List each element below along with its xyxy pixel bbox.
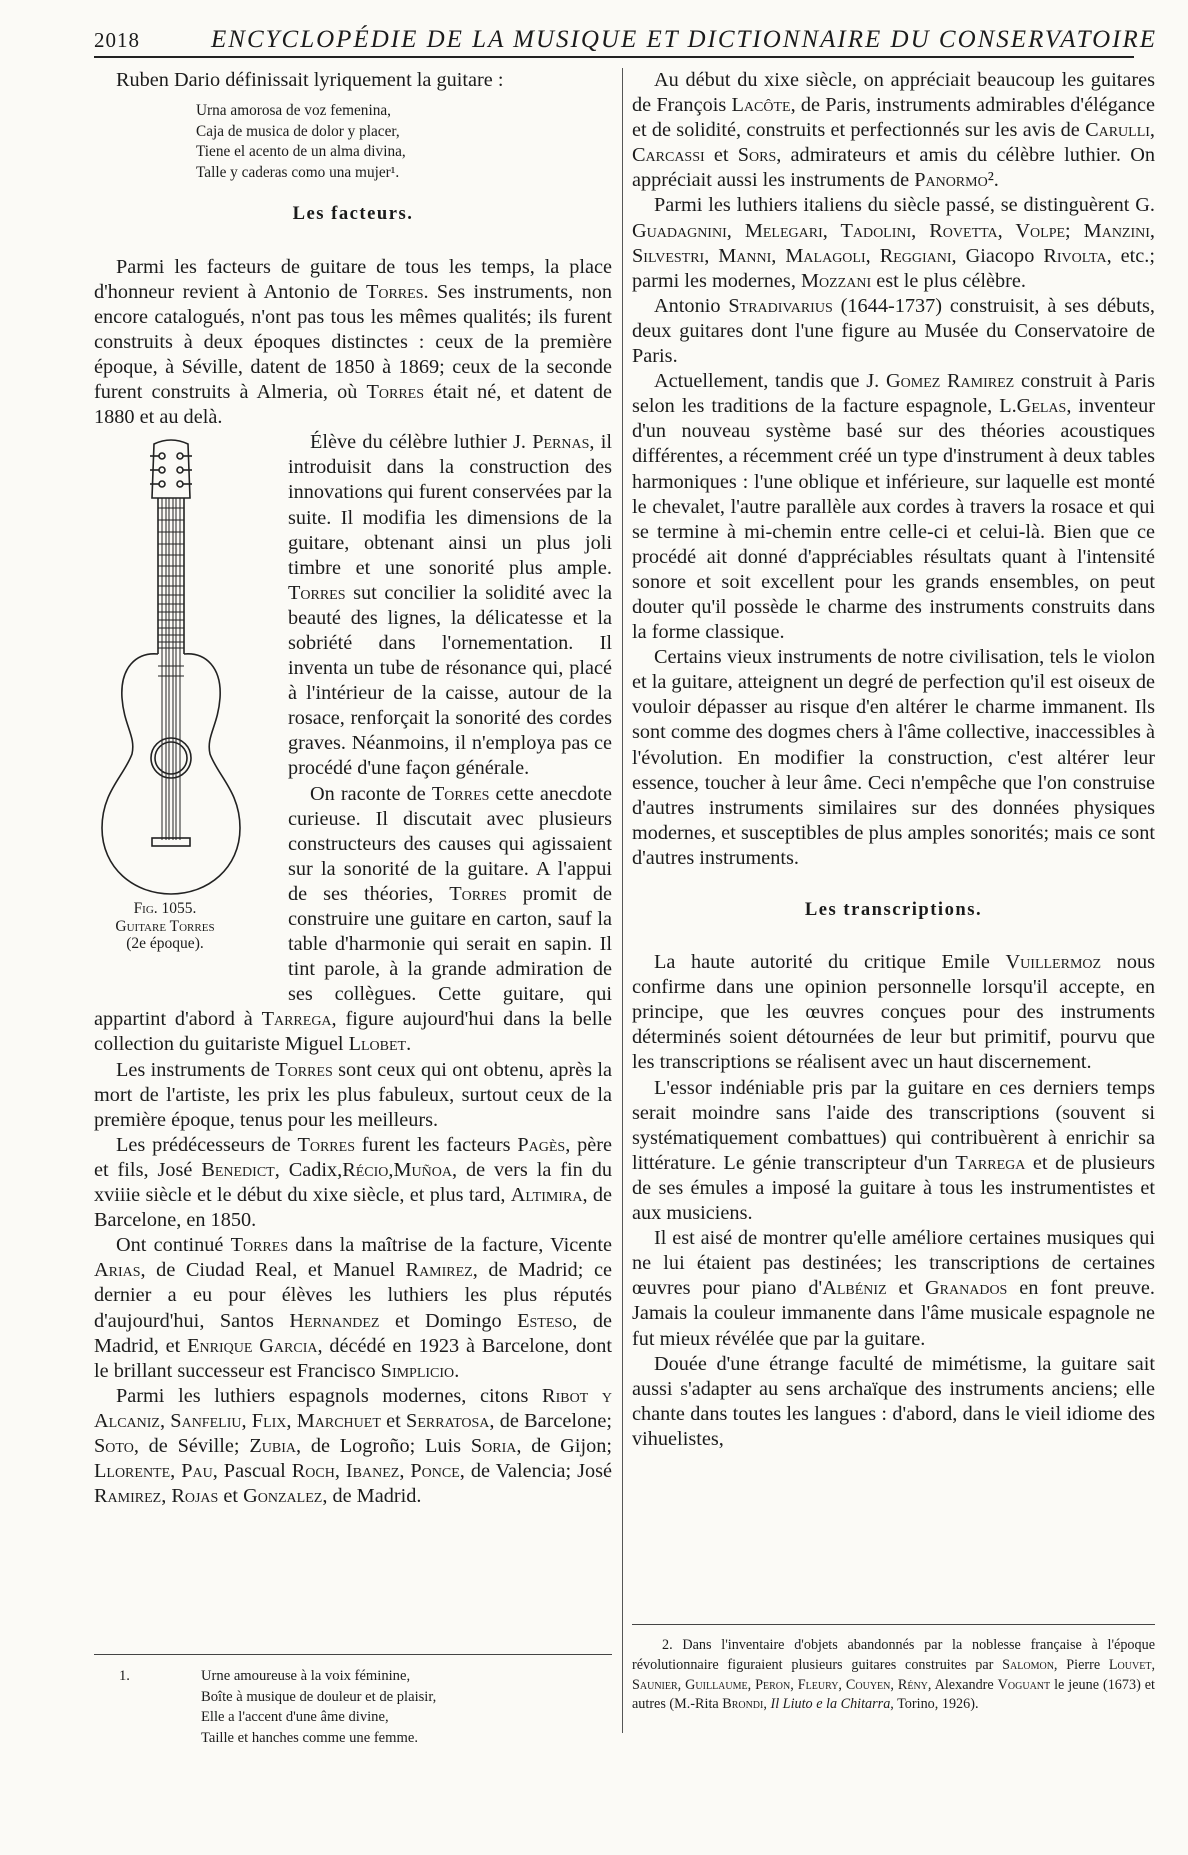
guitar-figure: [90, 432, 278, 1007]
figure-epoch: (2e époque).: [126, 935, 204, 953]
paragraph: Au début du xixe siècle, on appréciait beaucoup les guitares de François Lacôte, de Paris, instruments admirables d'élégance et de solidité, construits et perfectionnés sur les avis de Carulli, Carcassi et Sors, admirateurs et amis du célèbre luthier. On appréciait aussi les instruments de Panormo².: [632, 69, 1155, 192]
paragraph: Les prédécesseurs de Torres furent les facteurs Pagès, père et fils, José Benedict, Cadix,Récio,Muñoa, de vers la fin du xviiie siècle et le début du xixe siècle, et plus tard, Altimira, de Barcelone, en 1850.: [94, 1133, 612, 1232]
figure-caption: [90, 900, 240, 953]
footnote-number: 1.: [119, 1668, 130, 1684]
left-column: [94, 68, 612, 1509]
footnote-rule: [632, 1624, 1155, 1625]
paragraph: Il est aisé de montrer qu'elle améliore certaines musiques qui ne lui étaient pas destinées; les transcriptions de certaines œuvres pour piano d'Albéniz et Granados en font preuve. Jamais la couleur immanente dans l'âme musicale espagnole ne fut mieux révélée que par la guitare.: [632, 1227, 1156, 1350]
paragraph: Parmi les luthiers espagnols modernes, citons Ribot y Alcaniz, Sanfeliu, Flix, Marchuet et Serratosa, de Barcelone; Soto, de Séville; Zubia, de Logroño; Luis Soria, de Gijon; Llorente, Pau, Pascual Roch, Ibanez, Ponce, de Valencia; José Ramirez, Rojas et Gonzalez, de Madrid.: [94, 1384, 613, 1508]
footnote-line: Urne amoureuse à la voix féminine,: [201, 1668, 411, 1684]
footnote-2: 2. Dans l'inventaire d'objets abandonnés par la noblesse française à l'époque révolutionnaire figuraient plusieurs guitares construites par Salomon, Pierre Louvet, Saunier, Guillaume, Peron, Fleury, Couyen, Rény, Alexandre Voguant le jeune (1673) et autres (M.-Rita Brondi, Il Liuto e la Chitarra, Torino, 1926).: [632, 1637, 1156, 1713]
figure-number: Fig. 1055.: [133, 900, 197, 918]
guitar-illustration: [96, 436, 246, 898]
footnote-line: Elle a l'accent d'une âme divine,: [201, 1709, 389, 1725]
poem-line: Talle y caderas como una mujer¹.: [196, 163, 400, 181]
footnote-lines: [201, 1666, 612, 1748]
footnote-line: Taille et hanches comme une femme.: [201, 1729, 418, 1746]
running-title: ENCYCLOPÉDIE DE LA MUSIQUE ET DICTIONNAIRE DU CONSERVATOIRE: [211, 26, 1158, 53]
paragraph: Douée d'une étrange faculté de mimétisme, la guitare sait aussi s'adapter au sens archaïque des instruments anciens; elle chante dans toutes les langues : d'abord, dans le vieil idiome des vihuelistes,: [632, 1352, 1155, 1450]
running-header: [94, 22, 1158, 58]
section-heading-transcriptions: Les transcriptions.: [804, 899, 983, 920]
footnote-1: [94, 1666, 612, 1748]
figure-title: Guitare Torres: [115, 917, 215, 935]
section-heading-facteurs: Les facteurs.: [292, 203, 414, 225]
column-divider: [622, 68, 623, 1733]
page-number: 2018: [94, 28, 140, 52]
right-column: [632, 68, 1155, 1452]
poem: [196, 101, 612, 183]
paragraph: Parmi les facteurs de guitare de tous les temps, la place d'honneur revient à Antonio de Torres. Ses instruments, non encore catalogués, n'ont pas tous les mêmes qualités; ils furent construits à deux époques distinctes : ceux de la première époque, à Séville, datent de 1850 à 1869; ceux de la seconde furent construits à Almeria, où Torres était né, et datent de 1880 et au delà.: [94, 255, 612, 429]
paragraph: La haute autorité du critique Emile Vuillermoz nous confirme dans une opinion personnelle lorsqu'il accepte, en principe, que les œuvres conçues pour des instruments déterminés soient détournées de leur but primitif, pourvu que les transcriptions se réalisent avec un haut discernement.: [632, 951, 1155, 1074]
paragraph: Antonio Stradivarius (1644-1737) construisit, à ses débuts, deux guitares dont l'une figure au Musée du Conservatoire de Paris.: [632, 294, 1155, 368]
poem-line: Urna amorosa de voz femenina,: [196, 102, 391, 120]
paragraph: Ont continué Torres dans la maîtrise de la facture, Vicente Arias, de Ciudad Real, et Manuel Ramirez, de Madrid; ce dernier a eu pour élèves les luthiers les plus réputés d'aujourd'hui, Santos Hernandez et Domingo Esteso, de Madrid, et Enrique Garcia, décédé en 1923 à Barcelone, dont le brillant successeur est Francisco Simplicio.: [94, 1234, 613, 1382]
poem-line: Tiene el acento de un alma divina,: [196, 143, 406, 161]
paragraph: On raconte de Torres cette anecdote curieuse. Il discutait avec plusieurs constructeurs des causes qui agissaient sur la sonorité de la guitare. A l'appui de ses théories, Torres promit de construire une guitare en carton, sauf la table d'harmonie qui serait en sapin. Il tint parole, à la grande admiration de ses collègues. Cette guitare, qui appartint d'abord à Tarrega, figure aujourd'hui dans la belle collection du guitariste Miguel Llobet.: [94, 782, 612, 1056]
paragraph: Les instruments de Torres sont ceux qui ont obtenu, après la mort de l'artiste, les prix les plus fabuleux, surtout ceux de la première époque, tenus pour les meilleurs.: [94, 1058, 613, 1131]
paragraph: Actuellement, tandis que J. Gomez Ramirez construit à Paris selon les traditions de la facture espagnole, L.Gelas, inventeur d'un nouveau système basé sur des théories acoustiques différentes, a récemment créé un type d'instrument à deux tables harmoniques : l'une oblique et inférieure, sur laquelle est monté le chevalet, l'autre parallèle aux cordes à travers la rosace et qui se termine à mi-chemin entre celle-ci et celui-là. Bien que ce procédé ait donné d'appréciables résultats quant à l'intensité sonore et soit excellent pour les grands ensembles, on peut douter qu'il possède le charme des instruments construits dans la forme classique.: [632, 370, 1155, 644]
footnote-rule: [94, 1654, 612, 1655]
paragraph: Élève du célèbre luthier J. Pernas, il introduisit dans la construction des innovations qui furent conservées par la suite. Il modifia les dimensions de la guitare, obtenant ainsi un plus joli timbre et une sonorité plus ample. Torres sut concilier la solidité avec la beauté des lignes, la délicatesse et la sobriété dans l'ornementation. Il inventa un tube de résonance qui, placé à l'intérieur de la caisse, autour de la rosace, renforçait la sonorité des cordes graves. Néanmoins, il n'employa pas ce procédé d'une façon générale.: [288, 431, 612, 780]
intro-paragraph: Ruben Dario définissait lyriquement la guitare :: [116, 69, 504, 91]
poem-line: Caja de musica de dolor y placer,: [196, 122, 400, 140]
paragraph: Parmi les luthiers italiens du siècle passé, se distinguèrent G. Guadagnini, Melegari, Tadolini, Rovetta, Volpe; Manzini, Silvestri, Manni, Malagoli, Reggiani, Giacopo Rivolta, etc.; parmi les modernes, Mozzani est le plus célèbre.: [632, 194, 1155, 292]
paragraph: L'essor indéniable pris par la guitare en ces derniers temps serait moindre sans l'aide des transcriptions (souvent si systématiquement combattues) qui contribuèrent à enrichir sa littérature. Le génie transcripteur d'un Tarrega et de plusieurs de ses émules a imposé la guitare à tous les instrumentistes et aux musiciens.: [632, 1076, 1155, 1225]
footnote-line: Boîte à musique de douleur et de plaisir,: [201, 1688, 437, 1705]
paragraph: Certains vieux instruments de notre civilisation, tels le violon et la guitare, atteignent un degré de perfection qu'il est oiseux de vouloir dépasser au risque d'en altérer le charme immanent. Ils sont comme des dogmes chers à l'âme collective, inaccessibles à l'évolution. En modifier la construction, c'est altérer leur essence, toucher à leur âme. Ceci n'empêche que l'on construise d'autres instruments similaires sur des données physiques modernes, et susceptibles de plus amples sonorités; mais ce sont d'autres instruments.: [632, 646, 1155, 869]
